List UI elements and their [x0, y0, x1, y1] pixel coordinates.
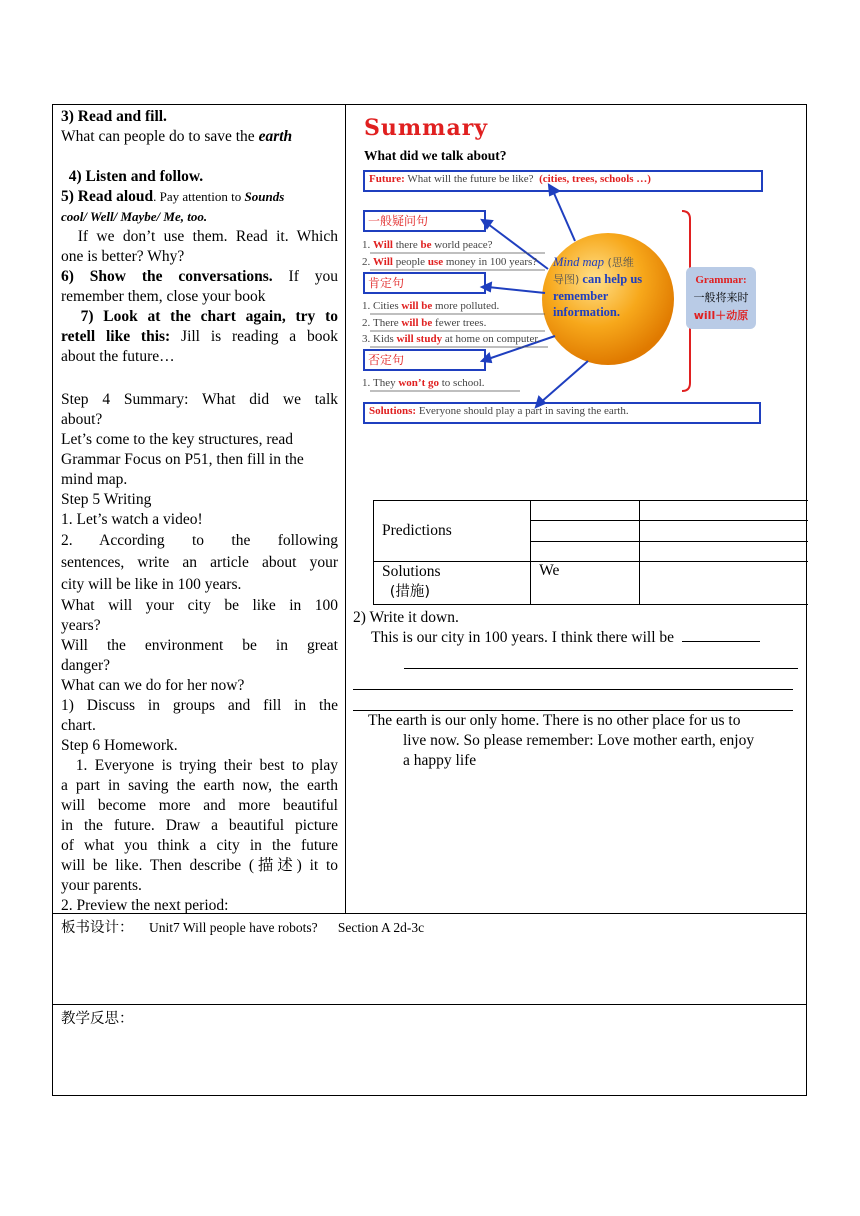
- homework-step: Step 6 Homework.: [61, 737, 178, 754]
- prediction-blank[interactable]: [640, 501, 808, 521]
- summary-text: Let’s come to the key structures, read: [61, 431, 293, 448]
- step-5-italic: Sounds: [244, 189, 285, 204]
- predictions-cell: Predictions: [374, 501, 531, 562]
- write-section: [353, 608, 799, 771]
- discuss-item-2: chart.: [61, 717, 96, 734]
- writing-item-1: 1. Let’s watch a video!: [61, 511, 203, 528]
- procedure-column: [61, 107, 338, 916]
- predictions-chart: [373, 500, 808, 605]
- future-line: Future: What will the future be like? (cities, trees, schools …): [369, 173, 651, 185]
- solutions-line: Solutions: Everyone should play a part in saving the earth.: [369, 405, 629, 417]
- writing-step: Step 5 Writing: [61, 491, 152, 508]
- write-blank-1[interactable]: [682, 641, 760, 642]
- question-sentence-2: 2. Will people use money in 100 years?: [362, 256, 538, 268]
- question-1b: years?: [61, 617, 101, 634]
- write-line-1: This is our city in 100 years. I think there will be: [371, 629, 675, 646]
- step-6-text-2: remember them, close your book: [61, 288, 266, 305]
- resources-column: [346, 105, 808, 913]
- grammar-note: Grammar: 一般将来时 will＋动原: [693, 274, 749, 322]
- positive-sentence-2: 2. There will be fewer trees.: [362, 317, 487, 329]
- homework-1g: your parents.: [61, 877, 142, 894]
- prediction-blank[interactable]: [531, 521, 640, 542]
- we-cell[interactable]: We: [531, 562, 640, 605]
- step-5-text: . Pay attention to: [153, 189, 245, 204]
- write-blank-2[interactable]: [404, 648, 798, 669]
- homework-1b: a part in saving the earth now, the earth: [61, 777, 338, 794]
- step-3-text: What can people do to save the: [61, 128, 259, 145]
- board-design-row: [61, 916, 424, 937]
- positive-sentence-3: 3. Kids will study at home on computer.: [362, 333, 541, 345]
- prediction-blank[interactable]: [531, 542, 640, 562]
- homework-1f: will be like. Then describe (描述) it to: [61, 857, 338, 874]
- homework-1d: in the future. Draw a beautiful picture: [61, 817, 338, 834]
- closing-line-2: live now. So please remember: Love mother earth, enjoy: [403, 732, 755, 749]
- writing-item-2c: city will be like in 100 years.: [61, 576, 242, 593]
- board-design-label: 板书设计：: [61, 920, 134, 936]
- step-7-title-2: retell like this:: [61, 328, 171, 345]
- writing-item-2: 2. According to the following: [61, 532, 338, 549]
- slide-question: What did we talk about?: [364, 148, 507, 163]
- slide-title: Summary: [364, 115, 489, 141]
- homework-2: 2. Preview the next period:: [61, 897, 229, 914]
- closing-line-1: The earth is our only home. There is no other place for us to: [368, 712, 741, 729]
- positive-type-label: 肯定句: [368, 276, 405, 290]
- prediction-blank[interactable]: [640, 542, 808, 562]
- step-3-keyword: earth: [258, 128, 293, 145]
- discuss-item: 1) Discuss in groups and fill in the: [61, 697, 338, 714]
- step-7-text: Jill is reading a book: [170, 328, 339, 345]
- prediction-blank[interactable]: [531, 501, 640, 521]
- closing-line-3: a happy life: [403, 752, 477, 769]
- board-design-text: Unit7 Will people have robots? Section A 2d-3c: [149, 920, 425, 935]
- step-7-text-2: about the future…: [61, 348, 175, 365]
- arrow-future: [553, 191, 575, 241]
- reflection-label: 教学反思：: [61, 1011, 134, 1027]
- summary-text-2: Grammar Focus on P51, then fill in the: [61, 451, 304, 468]
- summary-slide: [360, 115, 764, 439]
- write-blank-4[interactable]: [353, 690, 793, 711]
- prediction-blank[interactable]: [640, 521, 808, 542]
- step-6-title: 6) Show the conversations.: [61, 268, 273, 285]
- write-blank-3[interactable]: [353, 669, 793, 690]
- step-5-line-3: one is better? Why?: [61, 248, 185, 265]
- reflection-row: [61, 1007, 134, 1028]
- row-divider-reflection: [53, 1004, 806, 1005]
- arrow-solutions: [540, 361, 588, 403]
- write-title: 2) Write it down.: [353, 609, 459, 626]
- negative-type-label: 否定句: [368, 353, 405, 367]
- positive-sentence-1: 1. Cities will be more polluted.: [362, 300, 500, 312]
- homework-1a: 1. Everyone is trying their best to play: [75, 757, 338, 774]
- question-2b: danger?: [61, 657, 111, 674]
- question-1: What will your city be like in 100: [61, 597, 338, 614]
- lesson-plan-table: [52, 104, 807, 1096]
- summary-step-2: about?: [61, 411, 103, 428]
- question-type-label: 一般疑问句: [368, 214, 429, 228]
- step-4-title: 4) Listen and follow.: [68, 168, 204, 185]
- step-7-title: 7) Look at the chart again, try to: [80, 308, 338, 325]
- solution-blank[interactable]: [640, 562, 808, 605]
- homework-1e: of what you think a city in the future: [61, 837, 338, 854]
- mind-map-caption: Mind map (思维 导图) can help us remember information.: [553, 255, 643, 319]
- step-5-line-2: If we don’t use them. Read it. Which: [77, 228, 338, 245]
- question-sentence-1: 1. Will there be world peace?: [362, 239, 493, 251]
- arrow-positive: [488, 287, 545, 293]
- step-6-text: If you: [272, 268, 338, 285]
- summary-text-3: mind map.: [61, 471, 128, 488]
- step-3-title: 3) Read and fill.: [61, 108, 167, 125]
- homework-1c: will become more and more beautiful: [61, 797, 338, 814]
- question-2: Will the environment be in great: [61, 637, 338, 654]
- summary-step: Step 4 Summary: What did we talk: [61, 391, 338, 408]
- step-5-title: 5) Read aloud: [61, 188, 154, 205]
- writing-item-2b: sentences, write an article about your: [61, 554, 338, 571]
- solutions-cell: Solutions (措施): [374, 562, 531, 605]
- negative-sentence-1: 1. They won’t go to school.: [362, 377, 485, 389]
- question-3: What can we do for her now?: [61, 677, 245, 694]
- step-5-italic-2: cool/ Well/ Maybe/ Me, too.: [61, 209, 208, 224]
